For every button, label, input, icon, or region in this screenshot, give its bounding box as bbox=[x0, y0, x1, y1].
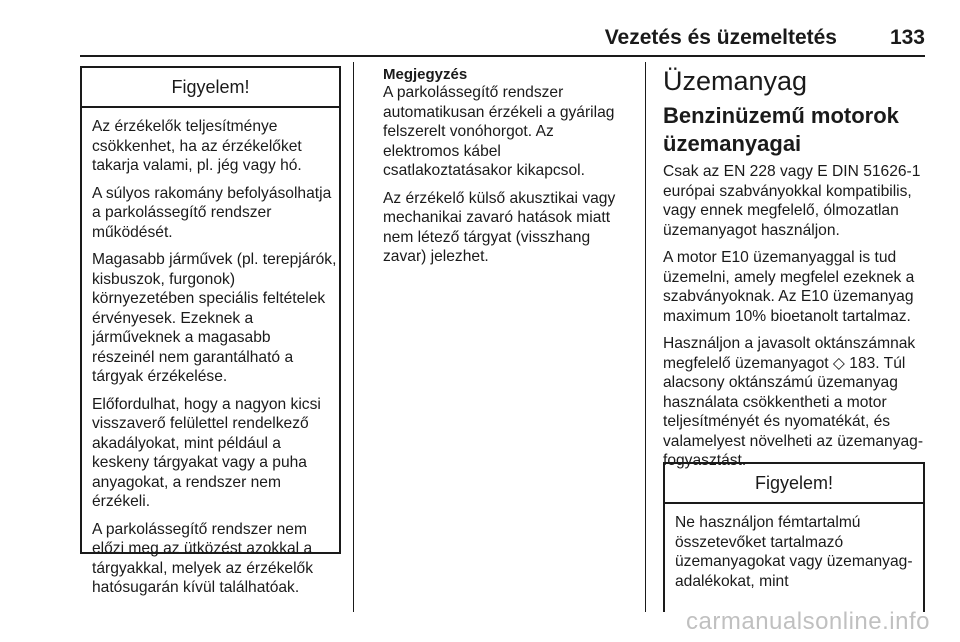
note-paragraph: Az érzékelő külső akusztikai vagy mechanikai zavaró hatások miatt nem létező tárgyat (visszhang zavar) jelezhet. bbox=[383, 189, 616, 265]
warning-box-sensors bbox=[80, 66, 341, 596]
warning-paragraph: Magasabb járművek (pl. terepjárók, kisbuszok, furgonok) környezetében speciális feltételek érvényesek. Ezeknek a járműveknek a magasabb részeinél nem garantálható a tárgyak érzékelése. bbox=[92, 251, 337, 385]
page-title: Vezetés és üzemeltetés bbox=[604, 26, 837, 49]
reference-arrow-icon: ◇ bbox=[832, 354, 845, 372]
column-divider bbox=[645, 62, 646, 612]
warning-body bbox=[82, 108, 339, 598]
warning-paragraph: A parkolássegítő rendszer nem előzi meg az ütközést azokkal a tárgyakkal, melyek az érzékelők hatósugarán kívül találhatóak. bbox=[92, 520, 314, 596]
watermark: carmanualsonline.info bbox=[686, 608, 930, 635]
octane-text: Használjon a javasolt oktánszámnak megfelelő üzemanyagot bbox=[663, 335, 916, 372]
page-reference-link[interactable] bbox=[833, 355, 875, 372]
column-divider bbox=[353, 62, 354, 612]
section-subheading: Benzinüzemű motorok üzemanyagai bbox=[663, 103, 899, 156]
page-header bbox=[0, 26, 925, 56]
fuel-octane-paragraph bbox=[663, 334, 925, 471]
warning-title: Figyelem! bbox=[665, 464, 923, 504]
octane-text-rest: . Túl alacsony oktánszámú üzemanyag használata csökkentheti a motor teljesítményét és nyomatékát, és valamelyest növelheti az üzemanyag-fogyasztást. bbox=[663, 354, 924, 469]
warning-paragraph: Az érzékelők teljesítménye csökkenhet, ha az érzékelőket takarja valami, pl. jég vagy hó. bbox=[92, 118, 302, 174]
warning-title: Figyelem! bbox=[82, 68, 339, 108]
note-paragraph: A parkolássegítő rendszer automatikusan érzékeli a gyárilag felszerelt vonóhorgot. Az elektromos kábel csatlakoztatásakor kikapcsol. bbox=[383, 84, 615, 179]
fuel-paragraph: Csak az EN 228 vagy E DIN 51626-1 európai szabványokkal kompatibilis, vagy ennek megfelelő, ólmozatlan üzemanyagot használjon. bbox=[663, 163, 921, 239]
warning-box-fuel bbox=[663, 462, 925, 612]
warning-body bbox=[665, 504, 923, 591]
note-section bbox=[383, 66, 633, 275]
warning-paragraph: A súlyos rakomány befolyásolhatja a parkolássegítő rendszer működését. bbox=[92, 184, 332, 241]
header-rule bbox=[80, 55, 925, 57]
note-title: Megjegyzés bbox=[383, 66, 468, 83]
fuel-paragraph: A motor E10 üzemanyaggal is tud üzemelni, amely megfelel ezeknek a szabványoknak. Az E10 üzemanyag maximum 10% bioetanolt tartalmaz. bbox=[663, 249, 915, 325]
warning-paragraph: Előfordulhat, hogy a nagyon kicsi visszaverő felülettel rendelkező akadályokat, mint például a keskeny tárgyakat vagy a puha anyagokat, a rendszer nem érzékeli. bbox=[92, 395, 321, 510]
section-heading: Üzemanyag bbox=[663, 66, 808, 96]
warning-paragraph: Ne használjon fémtartalmú összetevőket tartalmazó üzemanyagokat vagy üzemanyag-adalékokat, mint bbox=[675, 514, 913, 590]
page-number: 133 bbox=[889, 26, 925, 49]
reference-page: 183 bbox=[849, 354, 876, 372]
fuel-section bbox=[663, 64, 925, 479]
